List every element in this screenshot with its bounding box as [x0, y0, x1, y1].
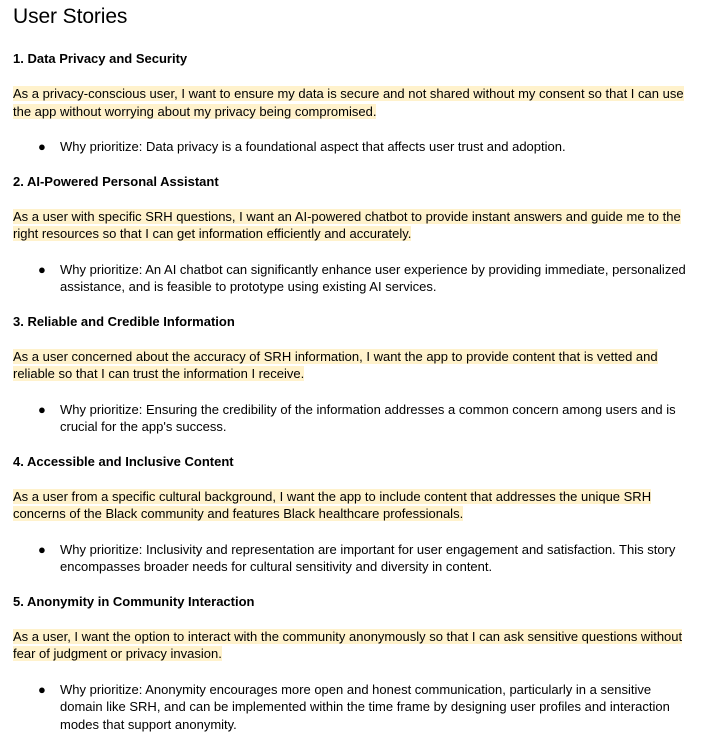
bullet-text: Why prioritize: Anonymity encourages more open and honest communication, particularly in a sensitive domain like SRH, and can be implemented within the time frame by designing user profiles and interaction modes that support anonymity. — [60, 681, 670, 732]
user-story-2 — [13, 173, 702, 296]
bullet-text: Why prioritize: Ensuring the credibility of the information addresses a common concern among users and is crucial for the app's success. — [60, 401, 676, 434]
highlighted-text: As a user, I want the option to interact with the community anonymously so that I can ask sensitive questions without fear of judgment or privacy invasion. — [13, 628, 683, 661]
user-story-1 — [13, 50, 702, 156]
document-title: User Stories — [13, 5, 128, 28]
bullet-icon: ● — [38, 541, 46, 557]
bullet-icon: ● — [38, 139, 46, 154]
bullet-item — [13, 401, 702, 436]
story-heading: 4. Accessible and Inclusive Content — [13, 453, 234, 469]
story-statement — [13, 628, 702, 663]
bullet-icon: ● — [38, 401, 46, 417]
bullet-item — [13, 681, 702, 734]
story-statement — [13, 488, 702, 523]
bullet-icon: ● — [38, 681, 46, 697]
highlighted-text: As a user concerned about the accuracy of SRH information, I want the app to provide content that is vetted and reliable so that I can trust the information I receive. — [13, 348, 658, 381]
highlighted-text: As a privacy-conscious user, I want to ensure my data is secure and not shared without my consent so that I can use the app without worrying about my privacy being compromised. — [13, 86, 684, 119]
user-story-4 — [13, 453, 702, 576]
bullet-item — [13, 261, 702, 296]
story-statement — [13, 208, 702, 243]
bullet-item — [13, 138, 702, 156]
story-statement — [13, 348, 702, 383]
highlighted-text: As a user with specific SRH questions, I want an AI-powered chatbot to provide instant answers and guide me to the right resources so that I can get information efficiently and accurately. — [13, 208, 681, 241]
user-story-3 — [13, 313, 702, 436]
story-heading: 1. Data Privacy and Security — [13, 51, 188, 66]
highlighted-text: As a user from a specific cultural background, I want the app to include content that addresses the unique SRH concerns of the Black community and features Black healthcare professionals. — [13, 488, 652, 521]
story-heading: 5. Anonymity in Community Interaction — [13, 593, 255, 609]
bullet-text: Why prioritize: An AI chatbot can significantly enhance user experience by providing immediate, personalized assistance, and is feasible to prototype using existing AI services. — [60, 261, 686, 294]
bullet-item — [13, 541, 702, 576]
bullet-icon: ● — [38, 261, 46, 277]
story-heading: 3. Reliable and Credible Information — [13, 313, 235, 329]
story-heading: 2. AI-Powered Personal Assistant — [13, 173, 219, 189]
bullet-text: Why prioritize: Data privacy is a foundational aspect that affects user trust and adoption. — [60, 139, 566, 154]
user-story-5 — [13, 593, 702, 734]
story-statement — [13, 85, 702, 120]
bullet-text: Why prioritize: Inclusivity and representation are important for user engagement and satisfaction. This story encompasses broader needs for cultural sensitivity and diversity in content. — [60, 541, 676, 574]
